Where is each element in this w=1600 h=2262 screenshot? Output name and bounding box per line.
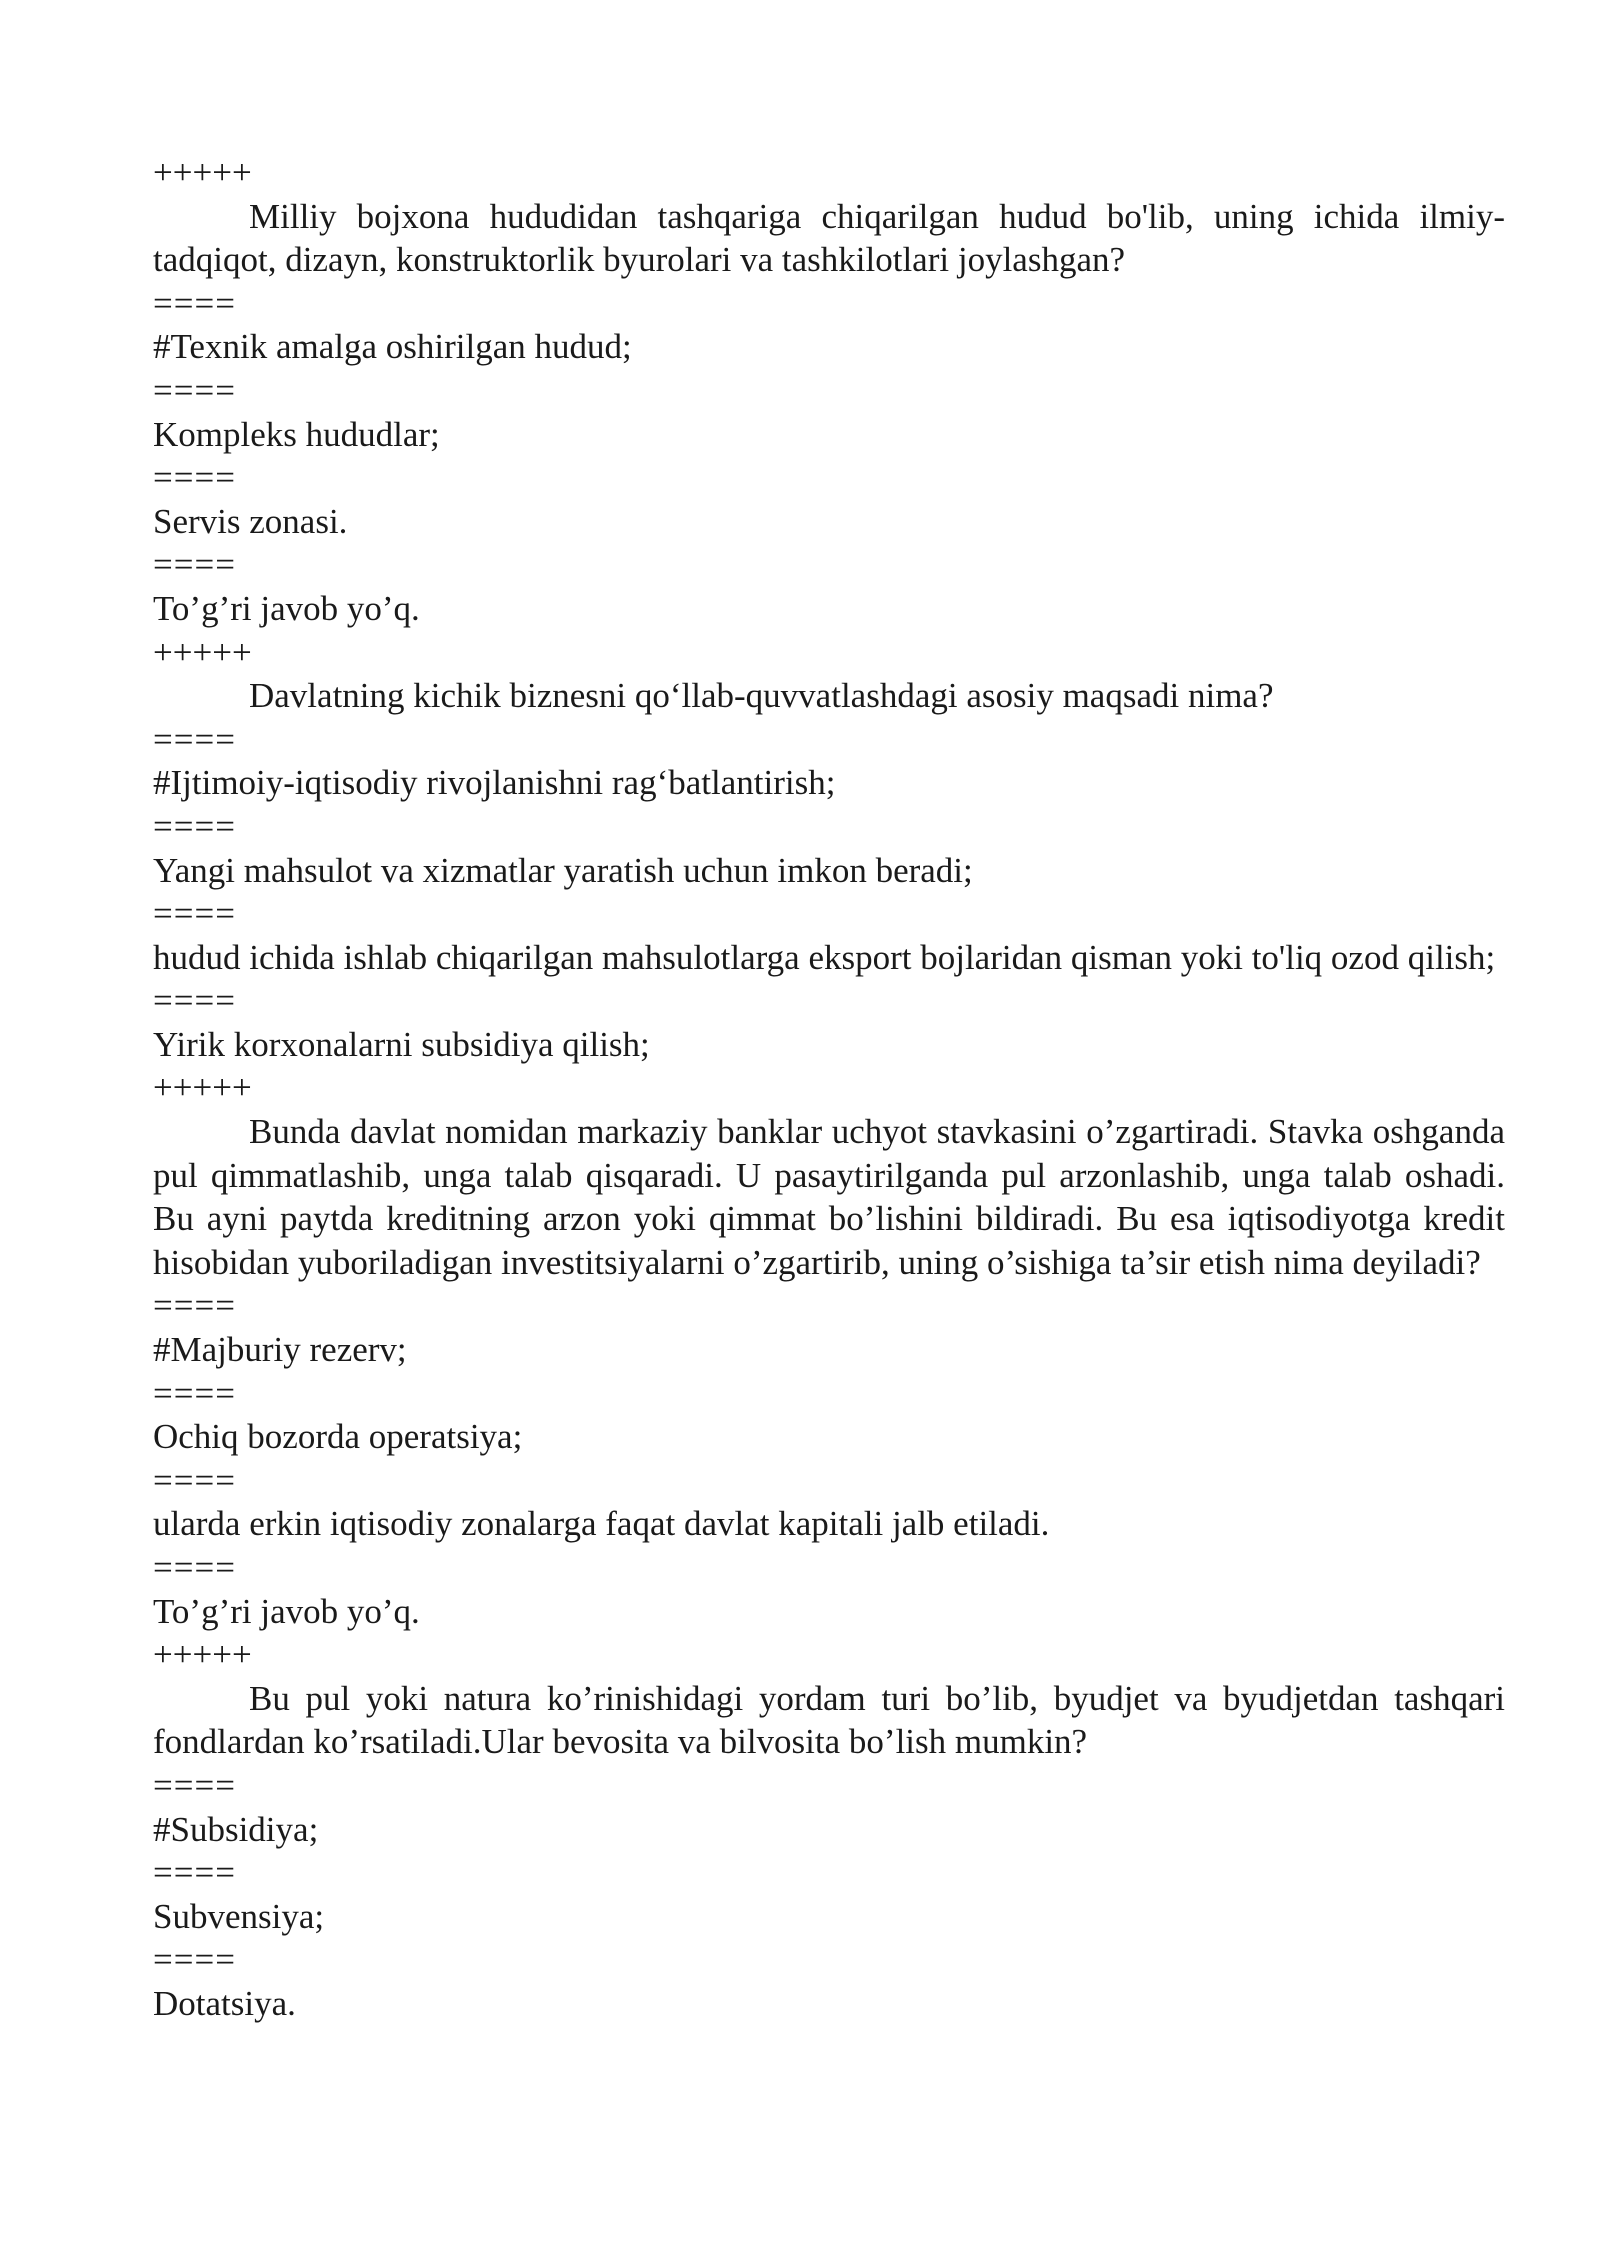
option-separator: ==== [153, 1548, 236, 1587]
option-separator: ==== [153, 458, 236, 498]
answer-option: ularda erkin iqtisodiy zonalarga faqat davlat kapitali jalb etiladi. [153, 1504, 1050, 1544]
document-page [153, 151, 1505, 2026]
answer-option-correct: #Ijtimoiy-iqtisodiy rivojlanishni rag‘batlantirish; [153, 763, 836, 803]
answer-option: Dotatsiya. [153, 1983, 296, 2023]
answer-option: Kompleks hududlar; [153, 414, 440, 454]
question-text: Bu pul yoki natura ko’rinishidagi yordam turi bo’lib, byudjet va byudjetdan tashqari fondlardan ko’rsatiladi.Ular bevosita va bilvosita bo’lish mumkin? [153, 1678, 1505, 1762]
answer-option-correct: #Subsidiya; [153, 1809, 319, 1849]
question-text: Bunda davlat nomidan markaziy banklar uchyot stavkasini o’zgartiradi. Stavka oshganda pul qimmatlashib, unga talab qisqaradi. U pasaytirilganda pul arzonlashib, unga talab oshadi. Bu ayni paytda kreditning arzon yoki qimmat bo’lishini bildiradi. Bu esa iqtisodiyotga kredit hisobidan yuboriladigan investitsiyalarni o’zgartirib, uning o’sishiga ta’sir etish nima deyiladi? [153, 1112, 1505, 1282]
option-separator: ==== [153, 1853, 236, 1893]
option-separator: ==== [153, 545, 236, 585]
question-block [153, 1066, 1505, 1633]
option-separator: ==== [153, 1765, 236, 1805]
answer-option: Subvensiya; [153, 1896, 325, 1936]
answer-option: hudud ichida ishlab chiqarilgan mahsulotlarga eksport bojlaridan qisman yoki to'liq ozod qilish; [153, 937, 1496, 977]
option-separator: ==== [153, 1286, 236, 1326]
question-block [153, 1633, 1505, 2025]
option-separator: ==== [153, 719, 236, 759]
option-separator: ==== [153, 283, 236, 323]
option-separator: ==== [153, 1373, 236, 1413]
question-marker: +++++ [153, 153, 252, 192]
answer-option-correct: #Majburiy rezerv; [153, 1330, 407, 1370]
question-block [153, 151, 1505, 631]
question-marker: +++++ [153, 1068, 252, 1108]
option-separator: ==== [153, 981, 236, 1021]
answer-option: To’g’ri javob yo’q. [153, 588, 420, 628]
answer-option: Yangi mahsulot va xizmatlar yaratish uchun imkon beradi; [153, 850, 973, 890]
answer-option-correct: #Texnik amalga oshirilgan hudud; [153, 327, 632, 367]
question-text: Milliy bojxona hududidan tashqariga chiqarilgan hudud bo'lib, uning ichida ilmiy-tadqiqot, dizayn, konstruktorlik byurolari va tashkilotlari joylashgan? [153, 196, 1505, 280]
answer-option: Ochiq bozorda operatsiya; [153, 1417, 523, 1457]
question-text: Davlatning kichik biznesni qo‘llab-quvvatlashdagi asosiy maqsadi nima? [249, 676, 1274, 716]
answer-option: Servis zonasi. [153, 501, 348, 541]
option-separator: ==== [153, 894, 236, 934]
question-marker: +++++ [153, 1635, 252, 1675]
option-separator: ==== [153, 806, 236, 846]
option-separator: ==== [153, 1940, 236, 1980]
option-separator: ==== [153, 1460, 236, 1500]
question-block [153, 631, 1505, 1067]
answer-option: Yirik korxonalarni subsidiya qilish; [153, 1024, 650, 1064]
option-separator: ==== [153, 370, 236, 410]
question-marker: +++++ [153, 632, 252, 672]
answer-option: To’g’ri javob yo’q. [153, 1591, 420, 1631]
